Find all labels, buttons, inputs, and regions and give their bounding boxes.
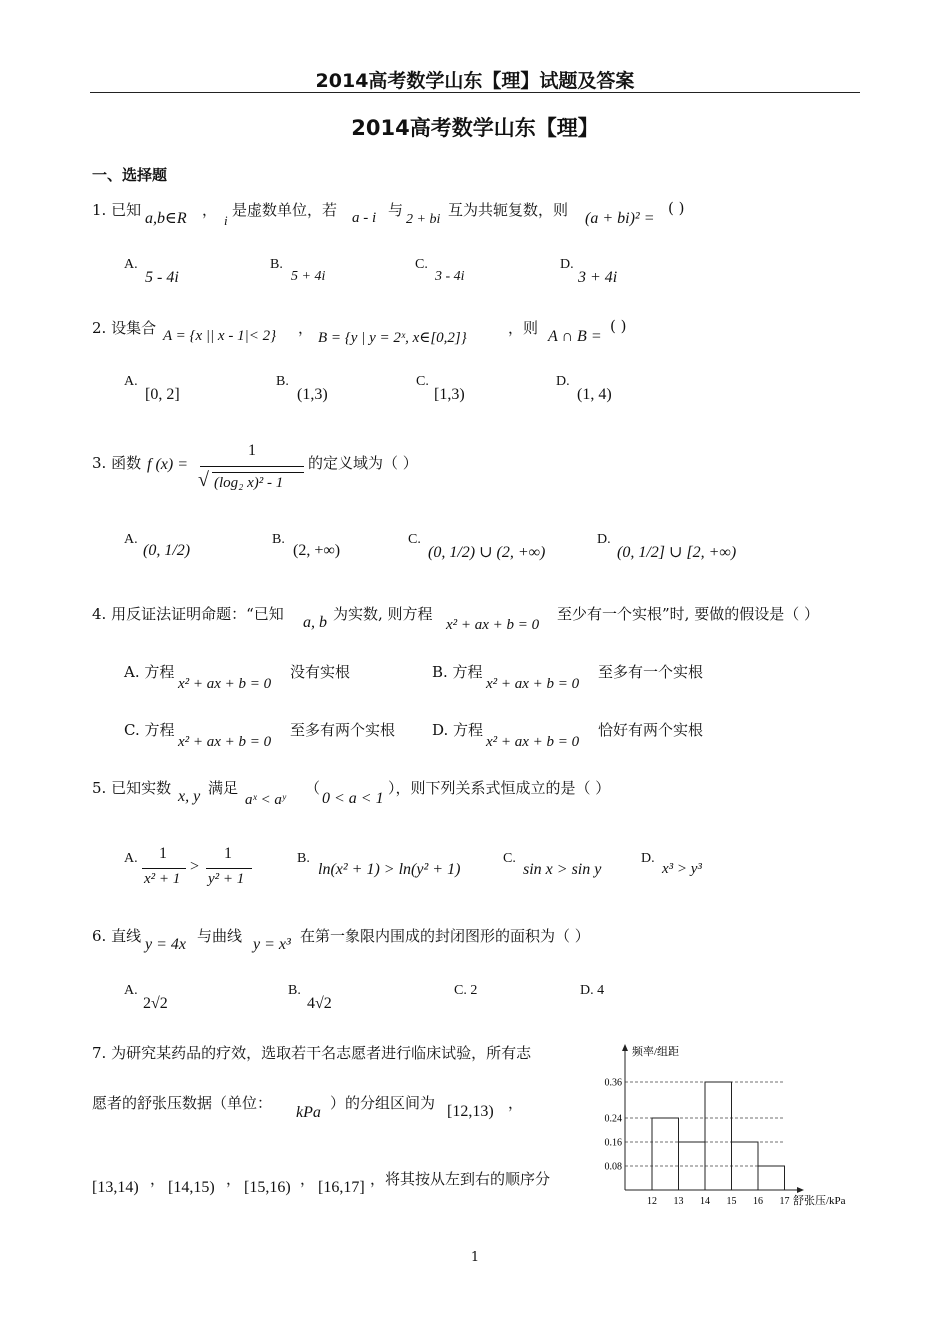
q7-interval-1: [13,14) bbox=[92, 1179, 139, 1196]
histogram-bar bbox=[652, 1118, 679, 1190]
q1-stem: 1. 已知 bbox=[92, 201, 142, 219]
q1-option-c-label: C. bbox=[415, 257, 428, 272]
q1-option-a: 5 - 4i bbox=[145, 269, 179, 286]
q2-set-a: A = {x || x - 1|< 2} bbox=[163, 328, 277, 344]
q2-stem: 2. 设集合 bbox=[92, 319, 157, 337]
q3-option-a: (0, 1/2) bbox=[143, 542, 191, 559]
q5-option-d-label: D. bbox=[641, 851, 655, 866]
q7-line-2b: ）的分组区间为 bbox=[330, 1094, 436, 1112]
paper-title: 2014高考数学山东【理】 bbox=[351, 116, 599, 140]
q7-line-1: 7. 为研究某药品的疗效，选取若干名志愿者进行临床试验，所有志 bbox=[92, 1044, 532, 1062]
q4-option-b-eq: x² + ax + b = 0 bbox=[486, 676, 580, 692]
q5-a-gt: > bbox=[190, 858, 200, 875]
q4-option-c-eq: x² + ax + b = 0 bbox=[178, 734, 272, 750]
x-tick-label: 16 bbox=[753, 1196, 763, 1207]
q3-option-a-label: A. bbox=[124, 532, 138, 547]
q3-stem: 3. 函数 bbox=[92, 454, 142, 472]
x-tick-label: 17 bbox=[779, 1196, 790, 1207]
q6-text-1: 与曲线 bbox=[197, 927, 243, 945]
q7-comma-1: ， bbox=[150, 1170, 166, 1188]
q3-sqrt-bar bbox=[212, 472, 304, 473]
q7-interval-2: [14,15) bbox=[168, 1179, 215, 1196]
q5-stem: 5. 已知实数 bbox=[92, 779, 172, 797]
q5-option-d: x³ > y³ bbox=[662, 861, 702, 877]
x-tick-label: 15 bbox=[726, 1196, 737, 1207]
histogram-bar bbox=[758, 1166, 785, 1190]
y-axis-label: 频率/组距 bbox=[632, 1046, 680, 1058]
q3-tail: 的定义域为（ ） bbox=[308, 454, 418, 472]
q5-option-c: sin x > sin y bbox=[523, 861, 602, 878]
q1-option-d-label: D. bbox=[560, 257, 574, 272]
q5-text-3: ），则下列关系式恒成立的是（ ） bbox=[388, 779, 611, 797]
q7-line-2a: 愿者的舒张压数据（单位： bbox=[92, 1094, 273, 1112]
q5-option-a bbox=[142, 845, 254, 893]
header-rule bbox=[90, 92, 860, 93]
y-tick-label: 0.08 bbox=[604, 1161, 622, 1173]
q2-text-2: ，则 bbox=[508, 319, 539, 337]
q3-fraction-bar bbox=[200, 466, 304, 467]
q1-option-b: 5 + 4i bbox=[291, 269, 326, 284]
x-axis-arrow-icon bbox=[797, 1187, 804, 1193]
q3-option-c: (0, 1/2) ∪ (2, +∞) bbox=[428, 544, 546, 561]
q4-option-b-text: 至多有一个实根 bbox=[598, 663, 704, 681]
q3-option-b-label: B. bbox=[272, 532, 285, 547]
q7-line-3-tail: ，将其按从左到右的顺序分 bbox=[370, 1170, 551, 1188]
q1-math-square: (a + bi)² = bbox=[585, 210, 655, 227]
section-heading: 一、选择题 bbox=[92, 166, 168, 184]
q2-option-b-label: B. bbox=[276, 374, 289, 389]
q4-equation: x² + ax + b = 0 bbox=[446, 617, 540, 633]
q5-a-num-2: 1 bbox=[224, 845, 232, 862]
q5-a-bar-2 bbox=[206, 868, 252, 869]
y-axis-arrow-icon bbox=[622, 1044, 628, 1051]
q5-math-xy: x, y bbox=[178, 788, 201, 805]
q5-option-c-label: C. bbox=[503, 851, 516, 866]
q6-option-b-label: B. bbox=[288, 983, 301, 998]
q1-answer-paren: ( ) bbox=[668, 199, 685, 217]
q4-option-d-text: 恰好有两个实根 bbox=[598, 721, 704, 739]
q5-range: 0 < a < 1 bbox=[322, 790, 384, 807]
x-tick-label: 12 bbox=[647, 1196, 657, 1207]
q6-line: y = 4x bbox=[145, 936, 186, 953]
q3-numerator: 1 bbox=[248, 442, 256, 459]
q4-option-c-label: C. 方程 bbox=[124, 721, 175, 739]
y-tick-label: 0.36 bbox=[604, 1077, 622, 1089]
q5-option-a-label: A. bbox=[124, 851, 138, 866]
q2-option-c: [1,3) bbox=[434, 386, 465, 403]
q1-text-2: 是虚数单位，若 bbox=[232, 201, 338, 219]
q7-comma-3: ， bbox=[300, 1170, 316, 1188]
q2-option-a-label: A. bbox=[124, 374, 138, 389]
q1-math-ab: a,b∈R bbox=[145, 210, 187, 227]
q3-denominator: (log₂ x)² - 1 bbox=[214, 475, 284, 491]
q4-option-d-label: D. 方程 bbox=[432, 721, 484, 739]
q3-function: f (x) = bbox=[147, 456, 188, 473]
q1-text-3: 与 bbox=[388, 201, 404, 219]
q5-option-b-label: B. bbox=[297, 851, 310, 866]
q4-option-d-eq: x² + ax + b = 0 bbox=[486, 734, 580, 750]
q4-stem: 4. 用反证法证明命题：“已知 bbox=[92, 605, 284, 623]
q7-unit: kPa bbox=[296, 1104, 321, 1121]
q1-option-c: 3 - 4i bbox=[435, 269, 465, 284]
q6-stem: 6. 直线 bbox=[92, 927, 142, 945]
q7-comma-2: ， bbox=[226, 1170, 242, 1188]
q1-text-1: ， bbox=[202, 201, 218, 219]
histogram-bar bbox=[705, 1082, 732, 1190]
q4-text-2: 至少有一个实根”时, 要做的假设是（ ） bbox=[557, 605, 819, 623]
q5-text-1: 满足 bbox=[208, 779, 239, 797]
q6-option-a-label: A. bbox=[124, 983, 138, 998]
q6-option-a: 2√2 bbox=[143, 995, 168, 1012]
q2-set-b: B = {y | y = 2ˣ, x∈[0,2]} bbox=[318, 330, 467, 346]
q5-text-2: （ bbox=[305, 779, 321, 797]
q4-option-b-label: B. 方程 bbox=[432, 663, 483, 681]
q5-a-num-1: 1 bbox=[159, 845, 167, 862]
q5-inequality: aˣ < aʸ bbox=[245, 792, 286, 808]
q1-option-d: 3 + 4i bbox=[578, 269, 618, 286]
q3-option-c-label: C. bbox=[408, 532, 421, 547]
q1-text-4: 互为共轭复数，则 bbox=[448, 201, 569, 219]
q2-option-d-label: D. bbox=[556, 374, 570, 389]
q5-a-den-1: x² + 1 bbox=[144, 871, 181, 887]
q1-option-b-label: B. bbox=[270, 257, 283, 272]
q7-interval-4: [16,17] bbox=[318, 1179, 365, 1196]
q2-option-d: (1, 4) bbox=[577, 386, 612, 403]
q6-curve: y = x³ bbox=[253, 936, 291, 953]
q2-text-1: ， bbox=[298, 319, 314, 337]
q7-interval-0: [12,13) bbox=[447, 1103, 494, 1120]
x-tick-label: 13 bbox=[673, 1196, 684, 1207]
q5-option-b: ln(x² + 1) > ln(y² + 1) bbox=[318, 861, 461, 878]
q1-option-a-label: A. bbox=[124, 257, 138, 272]
q6-option-d: D. 4 bbox=[580, 983, 605, 998]
page-number: 1 bbox=[470, 1250, 480, 1265]
q7-comma-0: ， bbox=[508, 1094, 524, 1112]
q1-math-a-i: a - i bbox=[352, 210, 377, 226]
q4-option-a-label: A. 方程 bbox=[124, 663, 175, 681]
x-axis-label: 舒张压/kPa bbox=[793, 1195, 846, 1207]
q1-math-i: i bbox=[224, 213, 228, 228]
q2-option-b: (1,3) bbox=[297, 386, 328, 403]
sqrt-icon: √ bbox=[198, 469, 209, 491]
q7-histogram bbox=[590, 1040, 870, 1215]
q5-a-den-2: y² + 1 bbox=[208, 871, 245, 887]
q2-intersection: A ∩ B = bbox=[548, 328, 602, 345]
q4-option-a-text: 没有实根 bbox=[290, 663, 351, 681]
q6-text-2: 在第一象限内围成的封闭图形的面积为（ ） bbox=[300, 927, 590, 945]
q4-option-c-text: 至多有两个实根 bbox=[290, 721, 396, 739]
q3-option-b: (2, +∞) bbox=[293, 542, 341, 559]
q4-text-1: 为实数, 则方程 bbox=[333, 605, 433, 623]
q6-option-b: 4√2 bbox=[307, 995, 332, 1012]
y-tick-label: 0.24 bbox=[604, 1113, 622, 1125]
q3-option-d: (0, 1/2] ∪ [2, +∞) bbox=[617, 544, 737, 561]
q2-option-c-label: C. bbox=[416, 374, 429, 389]
q4-option-a-eq: x² + ax + b = 0 bbox=[178, 676, 272, 692]
document-header: 2014高考数学山东【理】试题及答案 bbox=[315, 70, 635, 92]
x-tick-label: 14 bbox=[700, 1196, 710, 1207]
q5-a-bar-1 bbox=[142, 868, 186, 869]
q1-math-2bi: 2 + bi bbox=[406, 212, 441, 227]
q6-option-c: C. 2 bbox=[454, 983, 478, 998]
q7-interval-3: [15,16) bbox=[244, 1179, 291, 1196]
y-tick-label: 0.16 bbox=[604, 1137, 622, 1149]
q3-option-d-label: D. bbox=[597, 532, 611, 547]
q2-option-a: [0, 2] bbox=[145, 386, 180, 403]
q2-answer-paren: ( ) bbox=[610, 317, 627, 335]
q4-math-ab: a, b bbox=[303, 614, 327, 631]
